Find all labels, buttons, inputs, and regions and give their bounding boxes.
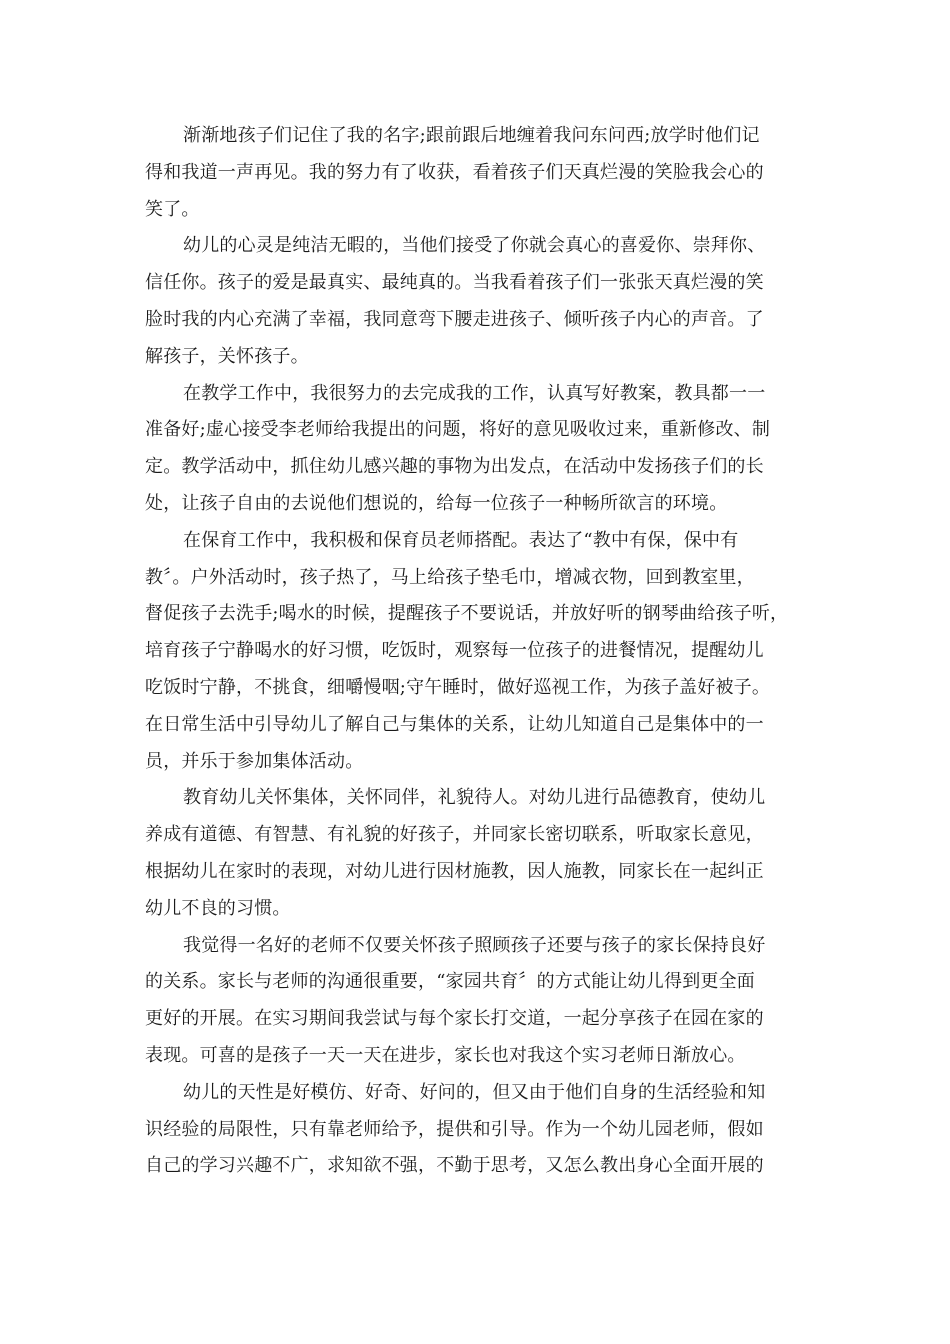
text-line: 教〞。户外活动时，孩子热了，马上给孩子垫毛巾，增减衣物，回到教室里， [145,566,755,588]
text-line: 教育幼儿关怀集体，关怀同伴，礼貌待人。对幼儿进行品德教育，使幼儿 [183,787,766,809]
paragraph-3 [145,376,825,523]
text-line: 信任你。孩子的爱是最真实、最纯真的。当我看着孩子们一张张天真烂漫的笑 [145,272,764,294]
text-line: 我觉得一名好的老师不仅要关怀孩子照顾孩子还要与孩子的家长保持良好 [183,934,766,956]
text-line: 幼儿不良的习惯。 [145,897,291,919]
text-line: 督促孩子去洗手;喝水的时候，提醒孩子不要说话，并放好听的钢琴曲给孩子听， [145,603,789,625]
text-line: 自己的学习兴趣不广，求知欲不强，不勤于思考，又怎么教出身心全面开展的 [145,1155,764,1177]
text-line: 培育孩子宁静喝水的好习惯，吃饭时，观察每一位孩子的进餐情况，提醒幼儿 [145,640,764,662]
text-line: 解孩子，关怀孩子。 [145,345,309,367]
text-line: 的关系。家长与老师的沟通很重要，“家园共育〞的方式能让幼儿得到更全面 [145,971,755,993]
paragraph-7 [145,1075,825,1185]
text-line: 幼儿的天性是好模仿、好奇、好问的，但又由于他们自身的生活经验和知 [183,1081,766,1103]
text-line: 表现。可喜的是孩子一天一天在进步，家长也对我这个实习老师日渐放心。 [145,1044,746,1066]
text-line: 幼儿的心灵是纯洁无暇的，当他们接受了你就会真心的喜爱你、崇拜你、 [183,235,766,257]
text-line: 脸时我的内心充满了幸福，我同意弯下腰走进孩子、倾听孩子内心的声音。了 [145,308,764,330]
text-line: 渐渐地孩子们记住了我的名字;跟前跟后地缠着我问东问西;放学时他们记 [183,125,760,146]
text-line: 笑了。 [145,198,200,220]
document-body [145,118,825,1185]
text-line: 在保育工作中，我积极和保育员老师搭配。表达了“教中有保，保中有 [183,529,739,551]
text-line: 员，并乐于参加集体活动。 [145,750,364,772]
paragraph-2 [145,228,825,375]
paragraph-5 [145,780,825,927]
text-line: 处，让孩子自由的去说他们想说的，给每一位孩子一种畅所欲言的环境。 [145,492,728,514]
paragraph-6 [145,928,825,1075]
text-line: 在教学工作中，我很努力的去完成我的工作，认真写好教案，教具都一一 [183,382,766,404]
text-line: 得和我道一声再见。我的努力有了收获，看着孩子们天真烂漫的笑脸我会心的 [145,161,764,183]
text-line: 准备好;虚心接受李老师给我提出的问题，将好的意见吸收过来，重新修改、制 [145,419,771,441]
text-line: 根据幼儿在家时的表现，对幼儿进行因材施教，因人施教，同家长在一起纠正 [145,860,764,882]
text-line: 养成有道德、有智慧、有礼貌的好孩子，并同家长密切联系，听取家长意见， [145,824,764,846]
paragraph-1 [145,118,825,228]
text-line: 更好的开展。在实习期间我尝试与每个家长打交道，一起分享孩子在园在家的 [145,1008,764,1030]
paragraph-4 [145,523,825,781]
text-line: 在日常生活中引导幼儿了解自己与集体的关系，让幼儿知道自己是集体中的一 [145,713,764,735]
text-line: 识经验的局限性，只有靠老师给予，提供和引导。作为一个幼儿园老师，假如 [145,1118,764,1140]
text-line: 吃饭时宁静，不挑食，细嚼慢咽;守午睡时，做好巡视工作，为孩子盖好被子。 [145,676,771,698]
text-line: 定。教学活动中，抓住幼儿感兴趣的事物为出发点，在活动中发扬孩子们的长 [145,456,764,478]
